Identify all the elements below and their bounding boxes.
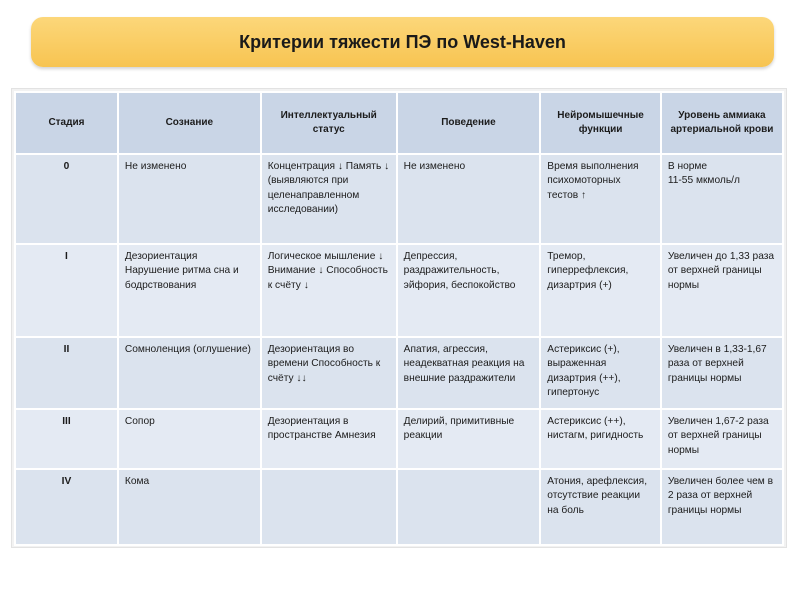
page-title: Критерии тяжести ПЭ по West-Haven (239, 31, 566, 52)
ammonia-line: 11-55 мкмоль/л (667, 175, 740, 187)
ammonia-cell (661, 154, 783, 244)
ammonia-cell (661, 409, 783, 469)
header-ammonia: Уровень аммиака артериальной крови (661, 92, 783, 154)
ammonia-cell (661, 469, 783, 545)
consciousness-cell: Не изменено (118, 154, 261, 244)
criteria-table-container (11, 88, 787, 548)
behavior-cell: Делирий, примитивные реакции (397, 409, 541, 469)
ammonia-line: Увеличен более чем в 2 раза от верхней границы нормы (667, 476, 774, 516)
ammonia-line: В норме (667, 161, 708, 172)
neuromuscular-cell: Тремор, гиперрефлексия, дизартрия (+) (540, 244, 661, 337)
stage-cell: II (15, 337, 118, 409)
behavior-cell: Депрессия, раздражительность, эйфория, беспокойство (397, 244, 541, 337)
ammonia-line: Увеличен в 1,33-1,67 раза от верхней границы нормы (667, 344, 767, 384)
intellect-cell: Дезориентация во времени Способность к счёту ↓↓ (261, 337, 397, 409)
ammonia-cell (661, 244, 783, 337)
neuromuscular-cell: Время выполнения психомоторных тестов ↑ (540, 154, 661, 244)
intellect-cell: Дезориентация в пространстве Амнезия (261, 409, 397, 469)
neuromuscular-cell: Астериксис (++), нистагм, ригидность (540, 409, 661, 469)
stage-cell: IV (15, 469, 118, 545)
consciousness-cell: Сопор (118, 409, 261, 469)
intellect-cell (261, 469, 397, 545)
behavior-cell: Не изменено (397, 154, 541, 244)
ammonia-line: Увеличен до 1,33 раза от верхней границы нормы (667, 251, 775, 291)
behavior-cell: Апатия, агрессия, неадекватная реакция на внешние раздражители (397, 337, 541, 409)
header-behavior: Поведение (397, 92, 541, 154)
stage-cell: III (15, 409, 118, 469)
table-header-row (15, 92, 783, 154)
table-row (15, 154, 783, 244)
table-row (15, 469, 783, 545)
table-row (15, 337, 783, 409)
intellect-cell: Концентрация ↓ Память ↓ (выявляются при целенаправленном исследовании) (261, 154, 397, 244)
ammonia-cell (661, 337, 783, 409)
title-banner (31, 17, 774, 67)
stage-cell: I (15, 244, 118, 337)
table-row (15, 244, 783, 337)
criteria-table (14, 91, 784, 546)
neuromuscular-cell: Астериксис (+), выраженная дизартрия (++), гипертонус (540, 337, 661, 409)
header-neuromuscular: Нейромышечные функции (540, 92, 661, 154)
consciousness-cell: Кома (118, 469, 261, 545)
behavior-cell (397, 469, 541, 545)
consciousness-cell: Сомноленция (оглушение) (118, 337, 261, 409)
table-row (15, 409, 783, 469)
header-intellect: Интеллектуальный статус (261, 92, 397, 154)
neuromuscular-cell: Атония, арефлексия, отсутствие реакции на боль (540, 469, 661, 545)
ammonia-line: Увеличен 1,67-2 раза от верхней границы нормы (667, 416, 769, 456)
intellect-cell: Логическое мышление ↓ Внимание ↓ Способность к счёту ↓ (261, 244, 397, 337)
header-consciousness: Сознание (118, 92, 261, 154)
stage-cell: 0 (15, 154, 118, 244)
consciousness-cell: Дезориентация Нарушение ритма сна и бодрствования (118, 244, 261, 337)
header-stage: Стадия (15, 92, 118, 154)
